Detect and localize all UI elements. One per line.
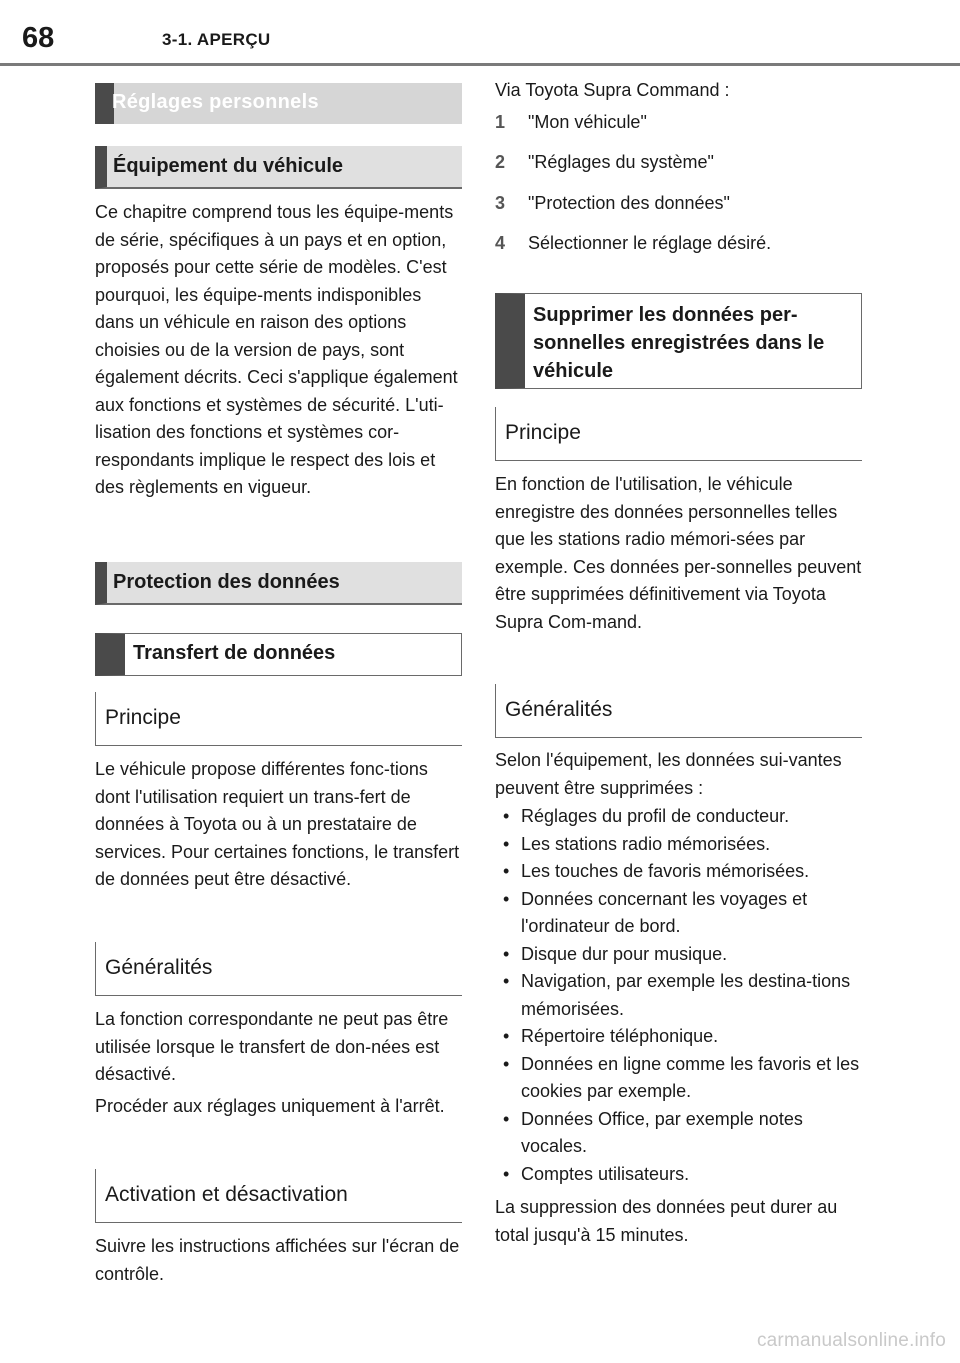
watermark: carmanualsonline.info	[756, 1330, 946, 1351]
list-item: • Navigation, par exemple les destina-tions mémorisées.	[495, 968, 862, 1023]
step-text: "Mon véhicule"	[528, 112, 647, 132]
heading-equipement	[95, 146, 462, 189]
paragraph-generalites-right: Selon l'équipement, les données sui-vantes peuvent être supprimées :	[495, 750, 842, 798]
subheading-label: Principe	[505, 421, 581, 444]
heading-label: Supprimer les données per-sonnelles enregistrées dans le véhicule	[533, 304, 825, 382]
heading-supprimer	[495, 293, 862, 389]
step-text: Sélectionner le réglage désiré.	[528, 233, 772, 253]
chapter-title: 3-1. APERÇU	[162, 30, 271, 49]
page-number: 68	[22, 22, 55, 54]
step-number: 4	[495, 233, 506, 253]
list-item: • Réglages du profil de conducteur.	[495, 803, 862, 831]
paragraph-principe: Le véhicule propose différentes fonc-tions dont l'utilisation requiert un trans-fert de données à Toyota ou à un prestataire de services. Pour certaines fonctions, le transfert de données peut être désactivé.	[95, 759, 460, 889]
subheading-label: Principe	[105, 706, 181, 729]
subheading-label: Généralités	[505, 698, 613, 721]
list-item: • Données Office, par exemple notes vocales.	[495, 1106, 862, 1161]
list-item: • Les touches de favoris mémorisées.	[495, 858, 862, 886]
subheading-principe	[95, 692, 462, 746]
list-item: • Disque dur pour musique.	[495, 941, 862, 969]
header-rule	[0, 63, 960, 66]
subheading-generalites-right	[495, 684, 862, 738]
subheading-activation	[95, 1169, 462, 1223]
step-text: "Protection des données"	[528, 193, 730, 213]
paragraph-duree: La suppression des données peut durer au total jusqu'à 15 minutes.	[495, 1197, 838, 1245]
subheading-principe-right	[495, 407, 862, 461]
heading-label: Équipement du véhicule	[113, 155, 344, 177]
paragraph-equipement: Ce chapitre comprend tous les équipe-ments de série, spécifiques à un pays et en option, proposés pour cette série de modèles. C'est pourquoi, les équipe-ments indisponibles dans un véhicule en raison des options choisies ou de la version de pays, sont également décrits. Ceci s'applique également aux fonctions et systèmes de sécurité. L'uti-lisation des fonctions et systèmes cor-respondants implique le respect des lois et des règlements en vigueur.	[95, 202, 458, 497]
step-number: 2	[495, 152, 506, 172]
subheading-label: Activation et désactivation	[105, 1183, 348, 1206]
list-item: • Comptes utilisateurs.	[495, 1161, 862, 1189]
list-item: • Données en ligne comme les favoris et les cookies par exemple.	[495, 1051, 862, 1106]
list-item: • Répertoire téléphonique.	[495, 1023, 862, 1051]
paragraph-generalites-2: Procéder aux réglages uniquement à l'arrêt.	[95, 1096, 445, 1116]
list-item: • Les stations radio mémorisées.	[495, 831, 862, 859]
paragraph-principe-right: En fonction de l'utilisation, le véhicule enregistre des données personnelles telles que les stations radio mémori-sées par exemple. Ces données per-sonnelles peuvent être supprimées définitivement via Toyota Supra Com-mand.	[495, 474, 862, 632]
section-banner-label: Réglages personnels	[112, 91, 319, 113]
heading-label: Transfert de données	[133, 642, 336, 664]
subheading-generalites	[95, 942, 462, 996]
heading-protection	[95, 562, 462, 605]
section-banner-reglages	[95, 83, 462, 124]
deletable-data-list	[495, 803, 862, 1188]
list-item: • Données concernant les voyages et l'ordinateur de bord.	[495, 886, 862, 941]
step-number: 1	[495, 112, 506, 132]
intro-text: Via Toyota Supra Command :	[495, 80, 730, 100]
heading-label: Protection des données	[113, 571, 340, 593]
step-number: 3	[495, 193, 506, 213]
step-text: "Réglages du système"	[528, 152, 714, 172]
subheading-label: Généralités	[105, 956, 213, 979]
paragraph-activation: Suivre les instructions affichées sur l'écran de contrôle.	[95, 1236, 460, 1284]
heading-transfert	[95, 633, 462, 676]
paragraph-generalites-1: La fonction correspondante ne peut pas être utilisée lorsque le transfert de don-nées est désactivé.	[95, 1009, 449, 1084]
